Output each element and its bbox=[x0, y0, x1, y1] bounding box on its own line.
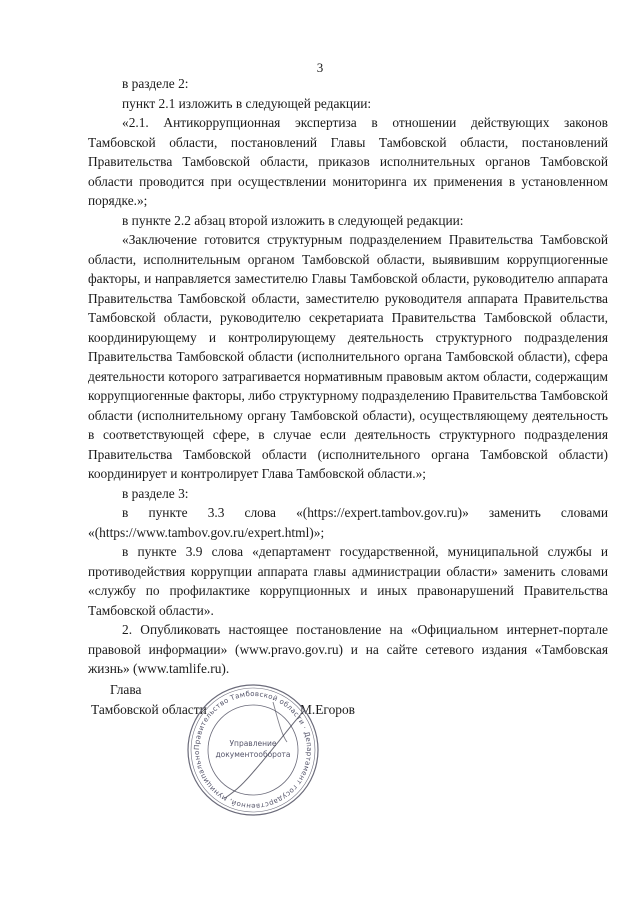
document-body bbox=[88, 74, 608, 679]
paragraph-item-2-2-text: «Заключение готовится структурным подразделением Правительства Тамбовской области, исполнительным органом Тамбовской области, выявившим коррупциогенные факторы, и направляется заместителю Главы Тамбовской области, руководителю аппарата Правительства Тамбовской области, заместителю руководителя аппарата Правительства Тамбовской области, руководителю секретариата Правительства Тамбовской области, координирующему и контролирующему деятельность структурного подразделения Правительства Тамбовской области (исполнительного органа Тамбовской области), сфера деятельности которого затрагивается нормативным правовым актом области, содержащим коррупциогенные факторы, либо структурному подразделению Правительства Тамбовской области (исполнительному органу Тамбовской области), осуществляющему деятельность в соответствующей сфере, в случае если деятельность структурного подразделения Правительства Тамбовской области (исполнительного органа Тамбовской области) координирует и контролирует Глава Тамбовской области.»; bbox=[88, 232, 608, 481]
paragraph-item-3-9: в пункте 3.9 слова «департамент государственной, муниципальной службы и противодействия коррупции аппарата главы администрации области» заменить словами «службу по профилактике коррупционных и иных правонарушений Правительства Тамбовской области». bbox=[88, 544, 608, 618]
page-number: 3 bbox=[316, 60, 324, 75]
official-seal-stamp bbox=[185, 682, 321, 818]
seal-center-line1: Управление bbox=[229, 739, 277, 748]
paragraph-item-2-1-text: «2.1. Антикоррупционная экспертиза в отношении действующих законов Тамбовской области, постановлений Главы Тамбовской области, постановлений Правительства Тамбовской области, приказов исполнительных органов Тамбовской области проводится при осуществлении мониторинга их применения в установленном порядке.»; bbox=[88, 115, 608, 208]
seal-outer-text: Правительство Тамбовской области · Департамент государственной, муниципально bbox=[192, 689, 314, 811]
signature-title-line1: Глава bbox=[110, 682, 142, 697]
seal-center-line2: документооборота bbox=[215, 750, 291, 759]
signature-title-line2: Тамбовской области bbox=[91, 702, 207, 717]
signature-name: М.Егоров bbox=[300, 702, 356, 717]
paragraph-publish: 2. Опубликовать настоящее постановление на «Официальном интернет-портале правовой информации» (www.pravo.gov.ru) и на сайте сетевого издания «Тамбовская жизнь» (www.tamlife.ru). bbox=[88, 622, 608, 676]
paragraph-item-2-2-intro: в пункте 2.2 абзац второй изложить в следующей редакции: bbox=[122, 212, 464, 228]
paragraph-item-3-3: в пункте 3.3 слова «(https://expert.tambov.gov.ru)» заменить словами «(https://www.tambov.gov.ru/expert.html)»; bbox=[88, 505, 608, 540]
paragraph-section-3: в разделе 3: bbox=[122, 485, 189, 501]
paragraph-item-2-1-intro: пункт 2.1 изложить в следующей редакции: bbox=[122, 95, 372, 111]
signature-block bbox=[0, 660, 640, 820]
paragraph-section-2: в разделе 2: bbox=[122, 76, 189, 91]
